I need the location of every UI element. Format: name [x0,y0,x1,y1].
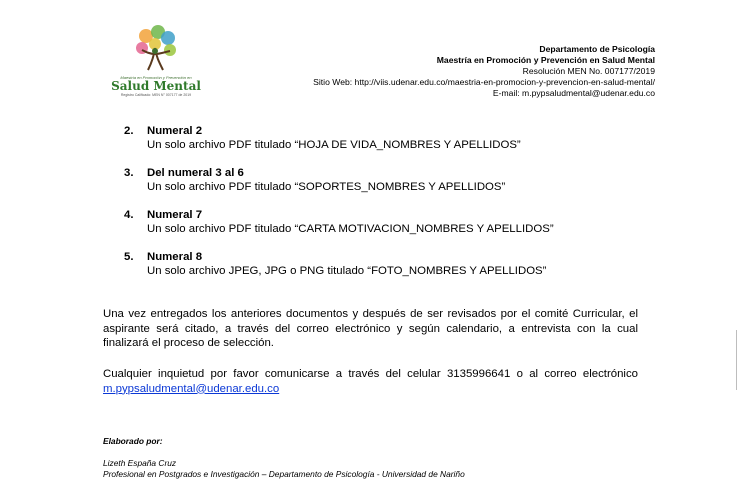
item-number: 3. [124,167,134,179]
author-name: Lizeth España Cruz [103,458,177,468]
item-title: Del numeral 3 al 6 [147,167,244,179]
header-email[interactable]: E-mail: m.pypsaludmental@udenar.edu.co [492,88,655,98]
tree-figure-icon [128,24,184,74]
author-role: Profesional en Postgrados e Investigación – Departamento de Psicología - Universidad de Nariño [103,469,465,479]
list-item [124,166,684,194]
header-program: Maestría en Promoción y Prevención en Salud Mental [436,55,655,65]
item-title: Numeral 7 [147,209,203,221]
item-number: 4. [124,209,134,221]
header-department: Departamento de Psicología [539,44,655,54]
item-number: 5. [124,251,134,263]
header-resolution: Resolución MEN No. 007177/2019 [522,66,655,76]
item-title: Numeral 2 [147,125,203,137]
header [313,44,655,99]
header-website[interactable]: Sitio Web: http://viis.udenar.edu.co/maestria-en-promocion-y-prevencion-en-salud-mental/ [313,77,655,87]
logo-registry: Registro Calificado: MEN N° 007177 de 2019 [120,93,192,97]
list-item [124,208,684,236]
contact-email-link[interactable]: m.pypsaludmental@udenar.edu.co [103,382,280,395]
requirements-list [124,124,684,292]
item-description: Un solo archivo JPEG, JPG o PNG titulado “FOTO_NOMBRES Y APELLIDOS” [147,265,547,277]
contact-text: Cualquier inquietud por favor comunicarse a través del celular 3135996641 o al correo electrónico [103,368,638,380]
page-edge [736,330,741,390]
footer-signature [103,458,465,480]
list-item [124,250,684,278]
item-title: Numeral 8 [147,251,203,263]
logo [108,24,204,104]
logo-main-text: Salud Mental [111,79,201,93]
item-description: Un solo archivo PDF titulado “HOJA DE VIDA_NOMBRES Y APELLIDOS” [147,139,521,151]
prepared-by-label: Elaborado por: [103,436,163,446]
item-description: Un solo archivo PDF titulado “CARTA MOTIVACION_NOMBRES Y APELLIDOS” [147,223,554,235]
contact-paragraph [103,367,638,396]
item-description: Un solo archivo PDF titulado “SOPORTES_NOMBRES Y APELLIDOS” [147,181,506,193]
selection-paragraph: Una vez entregados los anteriores documentos y después de ser revisados por el comité Curricular, el aspirante será citado, a través del correo electrónico y según calendario, a entrevista con la cual finalizará el proceso de selección. [103,308,638,350]
logo-small-text: Maestría en Promoción y Prevención en [120,75,192,80]
item-number: 2. [124,125,134,137]
list-item [124,124,684,152]
